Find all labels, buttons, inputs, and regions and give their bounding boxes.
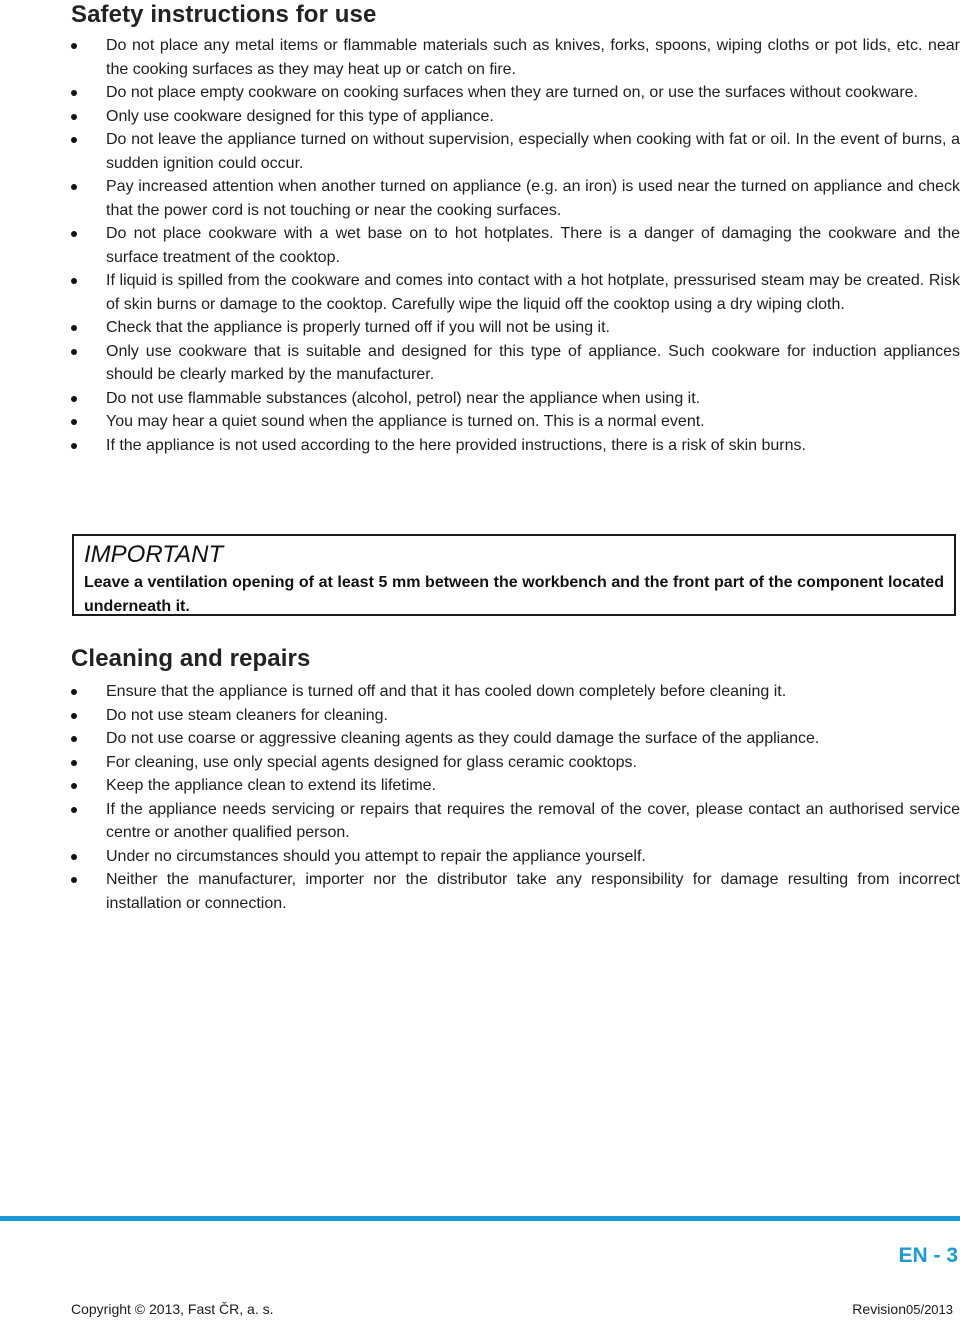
bullet-icon (71, 783, 77, 789)
list-item (71, 434, 960, 458)
revision-label: Revision (852, 1301, 906, 1317)
revision-date: 05/2013 (906, 1302, 953, 1317)
list-item-text: Only use cookware that is suitable and designed for this type of appliance. Such cookware for induction appliances should be clearly marked by the manufacturer. (106, 342, 960, 383)
list-item (71, 316, 960, 340)
list-item (71, 868, 960, 915)
list-item-text: Do not place cookware with a wet base on to hot hotplates. There is a danger of damaging the cookware and the surface treatment of the cooktop. (106, 225, 960, 266)
list-item (71, 845, 960, 869)
bullet-icon (71, 90, 77, 96)
list-item-text: If the appliance needs servicing or repairs that requires the removal of the cover, please contact an authorised service centre or another qualified person. (106, 800, 960, 841)
list-item-text: If the appliance is not used according to the here provided instructions, there is a risk of skin burns. (106, 436, 806, 454)
list-item-text: Do not use steam cleaners for cleaning. (106, 706, 388, 724)
important-text: Leave a ventilation opening of at least 5 mm between the workbench and the front part of the component located underneath it. (84, 574, 944, 615)
list-item-text: Do not use flammable substances (alcohol, petrol) near the appliance when using it. (106, 389, 701, 407)
list-item-text: If liquid is spilled from the cookware and comes into contact with a hot hotplate, pressurised steam may be created. Risk of skin burns or damage to the cooktop. Carefully wipe the liquid off the cooktop using a dry wiping cloth. (106, 272, 960, 313)
bullet-icon (71, 137, 77, 143)
revision-info (852, 1301, 953, 1317)
bullet-icon (71, 419, 77, 425)
cleaning-instructions-list (71, 680, 960, 915)
bullet-icon (71, 349, 77, 355)
list-item (71, 175, 960, 222)
list-item (71, 704, 960, 728)
safety-section-title: Safety instructions for use (71, 1, 377, 28)
list-item-text: Keep the appliance clean to extend its lifetime. (106, 777, 436, 794)
bullet-icon (71, 325, 77, 331)
bullet-icon (71, 114, 77, 120)
list-item (71, 105, 960, 129)
list-item (71, 340, 960, 387)
bullet-icon (71, 443, 77, 449)
bullet-icon (71, 184, 77, 190)
safety-instructions-list (71, 34, 960, 457)
list-item (71, 774, 960, 798)
bullet-icon (71, 854, 77, 860)
important-notice-box (72, 534, 956, 616)
bullet-icon (71, 689, 77, 695)
list-item (71, 751, 960, 775)
list-item-text: Do not leave the appliance turned on without supervision, especially when cooking with fat or oil. In the event of burns, a sudden ignition could occur. (106, 131, 960, 172)
list-item (71, 81, 960, 105)
list-item-text: Do not use coarse or aggressive cleaning agents as they could damage the surface of the appliance. (106, 730, 820, 747)
list-item-text: You may hear a quiet sound when the appliance is turned on. This is a normal event. (106, 413, 705, 430)
list-item (71, 387, 960, 411)
copyright-notice: Copyright © 2013, Fast ČR, a. s. (71, 1301, 274, 1317)
list-item (71, 727, 960, 751)
bullet-icon (71, 760, 77, 766)
footer-divider (0, 1216, 960, 1221)
list-item-text: Pay increased attention when another turned on appliance (e.g. an iron) is used near the turned on appliance and check that the power cord is not touching or near the cooking surfaces. (106, 178, 960, 219)
bullet-icon (71, 713, 77, 719)
bullet-icon (71, 736, 77, 742)
list-item-text: Ensure that the appliance is turned off and that it has cooled down completely before cleaning it. (106, 683, 787, 700)
list-item (71, 269, 960, 316)
list-item (71, 680, 960, 704)
bullet-icon (71, 278, 77, 284)
list-item-text: Neither the manufacturer, importer nor the distributor take any responsibility for damage resulting from incorrect installation or connection. (106, 871, 960, 912)
list-item (71, 34, 960, 81)
list-item-text: Do not place empty cookware on cooking surfaces when they are turned on, or use the surfaces without cookware. (106, 84, 918, 101)
list-item-text: For cleaning, use only special agents designed for glass ceramic cooktops. (106, 753, 637, 771)
important-title: IMPORTANT (84, 541, 224, 568)
list-item (71, 128, 960, 175)
bullet-icon (71, 877, 77, 883)
bullet-icon (71, 231, 77, 237)
list-item (71, 798, 960, 845)
list-item (71, 222, 960, 269)
list-item-text: Check that the appliance is properly turned off if you will not be using it. (106, 319, 610, 336)
bullet-icon (71, 43, 77, 49)
cleaning-section-title: Cleaning and repairs (71, 645, 311, 672)
list-item (71, 410, 960, 434)
list-item-text: Under no circumstances should you attempt to repair the appliance yourself. (106, 847, 646, 865)
list-item-text: Do not place any metal items or flammable materials such as knives, forks, spoons, wiping cloths or pot lids, etc. near the cooking surfaces as they may heat up or catch on fire. (106, 37, 960, 78)
bullet-icon (71, 396, 77, 402)
list-item-text: Only use cookware designed for this type of appliance. (106, 107, 494, 125)
bullet-icon (71, 807, 77, 813)
page-number: EN - 3 (898, 1244, 958, 1267)
